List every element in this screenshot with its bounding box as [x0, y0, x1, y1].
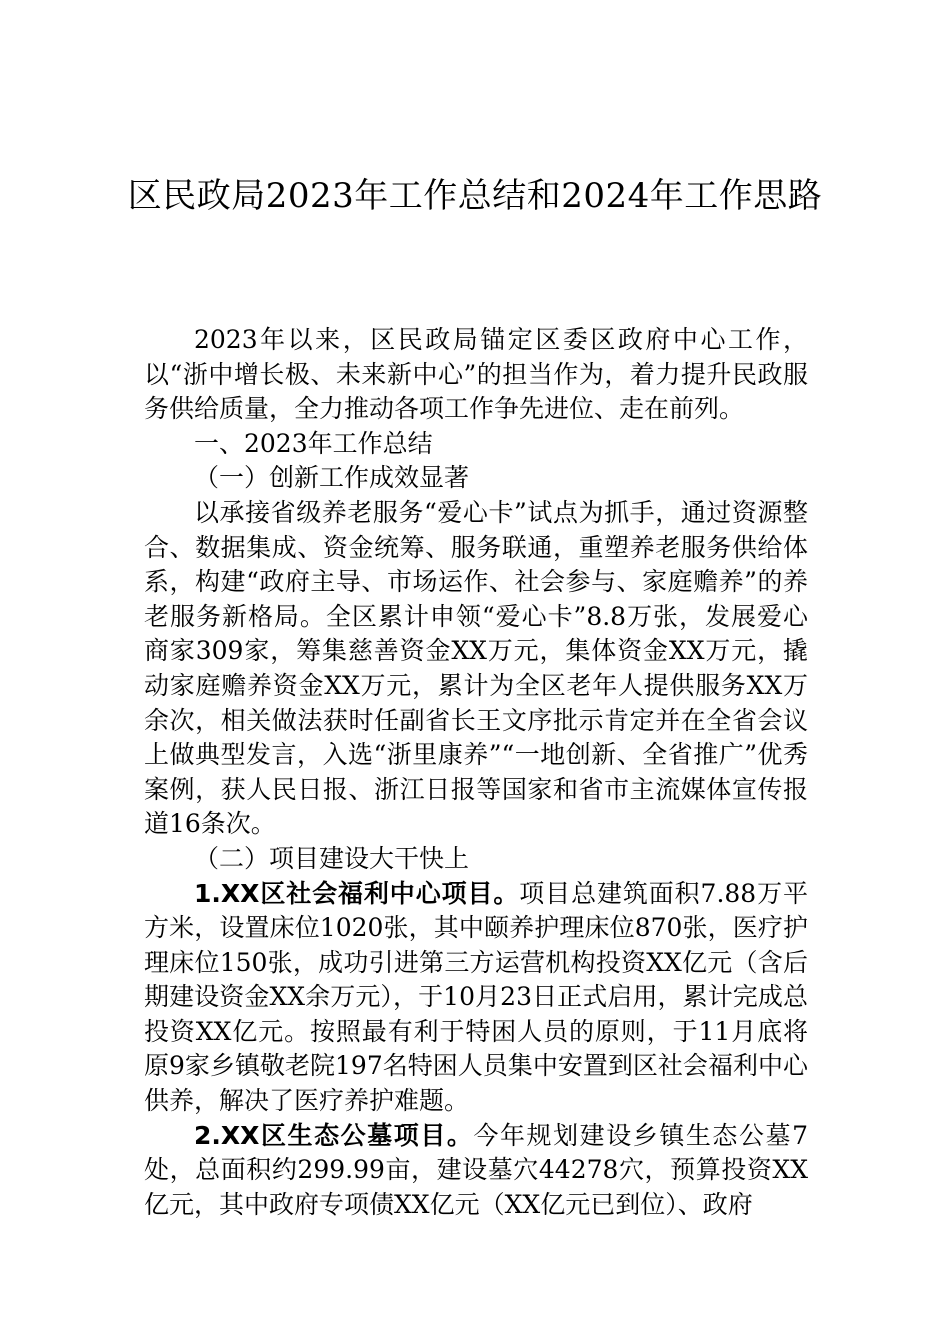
document-title: 区民政局2023年工作总结和2024年工作思路 [127, 176, 823, 216]
section-heading-1: 一、2023年工作总结 [194, 428, 433, 458]
innovation-paragraph: 以承接省级养老服务“爱心卡”试点为抓手，通过资源整合、数据集成、资金统筹、服务联通，重塑养老服务供给体系，构建“政府主导、市场运作、社会参与、家庭赡养”的养老服务新格局。全区累计申领“爱心卡”8.8万张，发展爱心商家309家，筹集慈善资金XX万元，集体资金XX万元，撬动家庭赡养资金XX万元，累计为全区老年人提供服务XX万余次，相关做法获时任副省长王文序批示肯定并在全省会议上做典型发言，入选“浙里康养”“一地创新、全省推广”优秀案例，获人民日报、浙江日报等国家和省市主流媒体宣传报道16条次。 [144, 497, 808, 839]
cemetery-paragraph [144, 1119, 808, 1223]
welfare-center-lead: 1.XX区社会福利中心项目。 [194, 878, 520, 908]
subsection-heading-2: （二）项目建设大干快上 [194, 843, 470, 873]
subsection-heading-1: （一）创新工作成效显著 [194, 463, 470, 493]
intro-paragraph: 2023年以来，区民政局锚定区委区政府中心工作，以“浙中增长极、未来新中心”的担当作为，着力提升民政服务供给质量，全力推动各项工作争先进位、走在前列。 [144, 325, 808, 424]
welfare-center-paragraph [144, 877, 808, 1119]
document-body [144, 323, 808, 1222]
welfare-center-text: 项目总建筑面积7.88万平方米，设置床位1020张，其中颐养护理床位870张，医疗护理床位150张，成功引进第三方运营机构投资XX亿元（含后期建设资金XX余万元），于10月23日正式启用，累计完成总投资XX亿元。按照最有利于特困人员的原则，于11月底将原9家乡镇敬老院197名特困人员集中安置到区社会福利中心供养，解决了医疗养护难题。 [144, 878, 808, 1116]
cemetery-text: 今年规划建设乡镇生态公墓7处，总面积约299.99亩，建设墓穴44278穴，预算投资XX亿元，其中政府专项债XX亿元（XX亿元已到位）、政府 [144, 1120, 808, 1219]
cemetery-lead: 2.XX区生态公墓项目。 [194, 1120, 474, 1150]
